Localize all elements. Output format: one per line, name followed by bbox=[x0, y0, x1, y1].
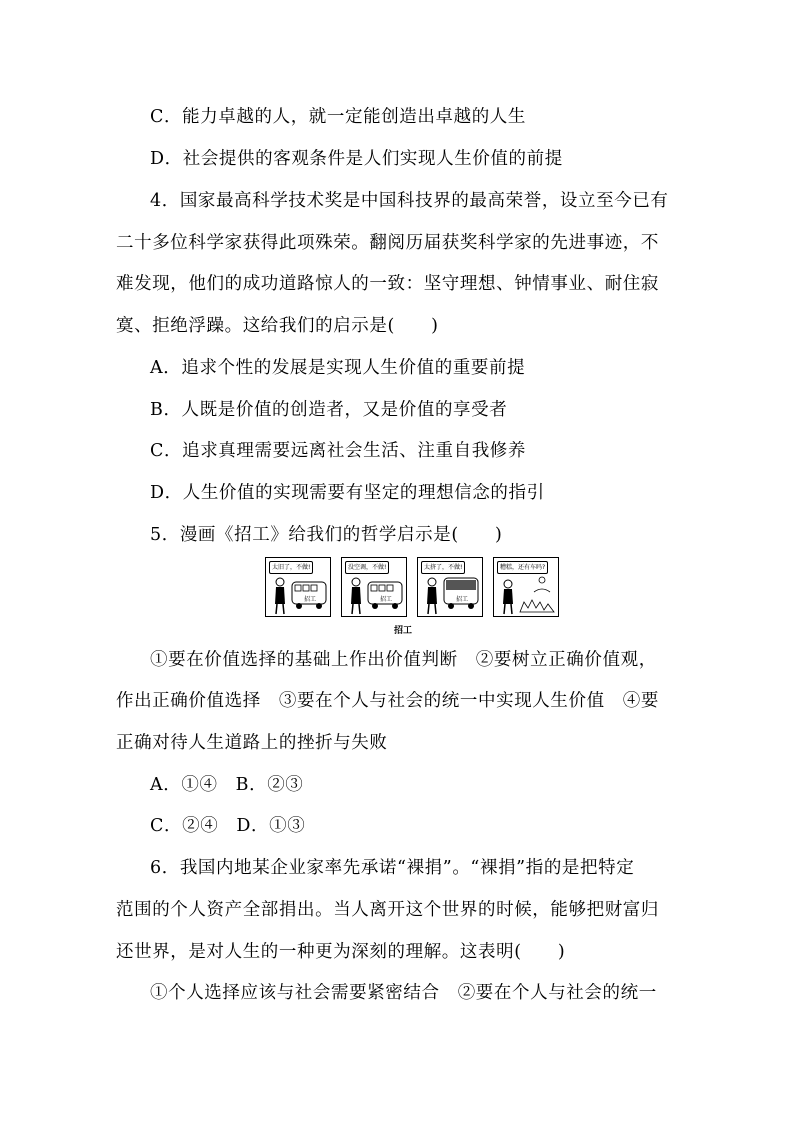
speech-bubble: 太挤了，不做! bbox=[421, 561, 465, 574]
cartoon-strip bbox=[265, 557, 546, 619]
question-5-statements-line-3: 正确对待人生道路上的挫折与失败 bbox=[116, 733, 388, 753]
option-4b: B．人既是价值的创造者，又是价值的享受者 bbox=[150, 400, 508, 420]
option-3c: C．能力卓越的人，就一定能创造出卓越的人生 bbox=[150, 107, 526, 127]
bus-sign: 招工 bbox=[456, 596, 469, 603]
cartoon-drawing bbox=[342, 558, 407, 617]
question-6-line-2: 范围的个人资产全部捐出。当人离开这个世界的时候，能够把财富归 bbox=[116, 900, 659, 920]
bus-sign: 招工 bbox=[304, 596, 317, 603]
question-6-line-3: 还世界，是对人生的一种更为深刻的理解。这表明( ) bbox=[116, 942, 566, 962]
cartoon-panel-3 bbox=[417, 557, 483, 617]
cartoon-panel-1 bbox=[265, 557, 331, 617]
options-5-ab: A．①④ B．②③ bbox=[150, 775, 304, 795]
bus-sign: 招工 bbox=[380, 596, 393, 603]
cartoon-panel-2 bbox=[341, 557, 407, 617]
question-5-statements-line-2: 作出正确价值选择 ③要在个人与社会的统一中实现人生价值 ④要 bbox=[116, 691, 659, 711]
question-6-line-1: 6．我国内地某企业家率先承诺“裸捐”。“裸捐”指的是把特定 bbox=[150, 858, 635, 878]
option-3d: D．社会提供的客观条件是人们实现人生价值的前提 bbox=[150, 149, 563, 169]
cartoon-drawing bbox=[494, 558, 559, 617]
option-4c: C．追求真理需要远离社会生活、注重自我修养 bbox=[150, 441, 526, 461]
speech-bubble: 糟糕，还有车吗? bbox=[497, 561, 548, 574]
option-4a: A．追求个性的发展是实现人生价值的重要前提 bbox=[150, 358, 526, 378]
question-4-line-3: 难发现，他们的成功道路惊人的一致：坚守理想、钟情事业、耐住寂 bbox=[116, 274, 659, 294]
question-4-line-2: 二十多位科学家获得此项殊荣。翻阅历届获奖科学家的先进事迹，不 bbox=[116, 233, 659, 253]
speech-bubble: 太旧了，不做! bbox=[269, 561, 313, 574]
cartoon-panel-4 bbox=[493, 557, 559, 617]
option-4d: D．人生价值的实现需要有坚定的理想信念的指引 bbox=[150, 483, 545, 503]
speech-bubble: 没空调，不做! bbox=[345, 561, 389, 574]
cartoon-caption: 招工 bbox=[393, 626, 412, 636]
question-5-stem: 5．漫画《招工》给我们的哲学启示是( ) bbox=[150, 525, 503, 545]
cartoon-drawing bbox=[418, 558, 483, 617]
options-5-cd: C．②④ D．①③ bbox=[150, 816, 306, 836]
question-4-line-1: 4．国家最高科学技术奖是中国科技界的最高荣誉，设立至今已有 bbox=[150, 191, 669, 211]
cartoon-drawing bbox=[266, 558, 331, 617]
question-6-statements-line-1: ①个人选择应该与社会需要紧密结合 ②要在个人与社会的统一 bbox=[150, 983, 657, 1003]
question-5-statements-line-1: ①要在价值选择的基础上作出价值判断 ②要树立正确价值观， bbox=[150, 650, 657, 670]
question-4-line-4: 寞、拒绝浮躁。这给我们的启示是( ) bbox=[116, 316, 439, 336]
